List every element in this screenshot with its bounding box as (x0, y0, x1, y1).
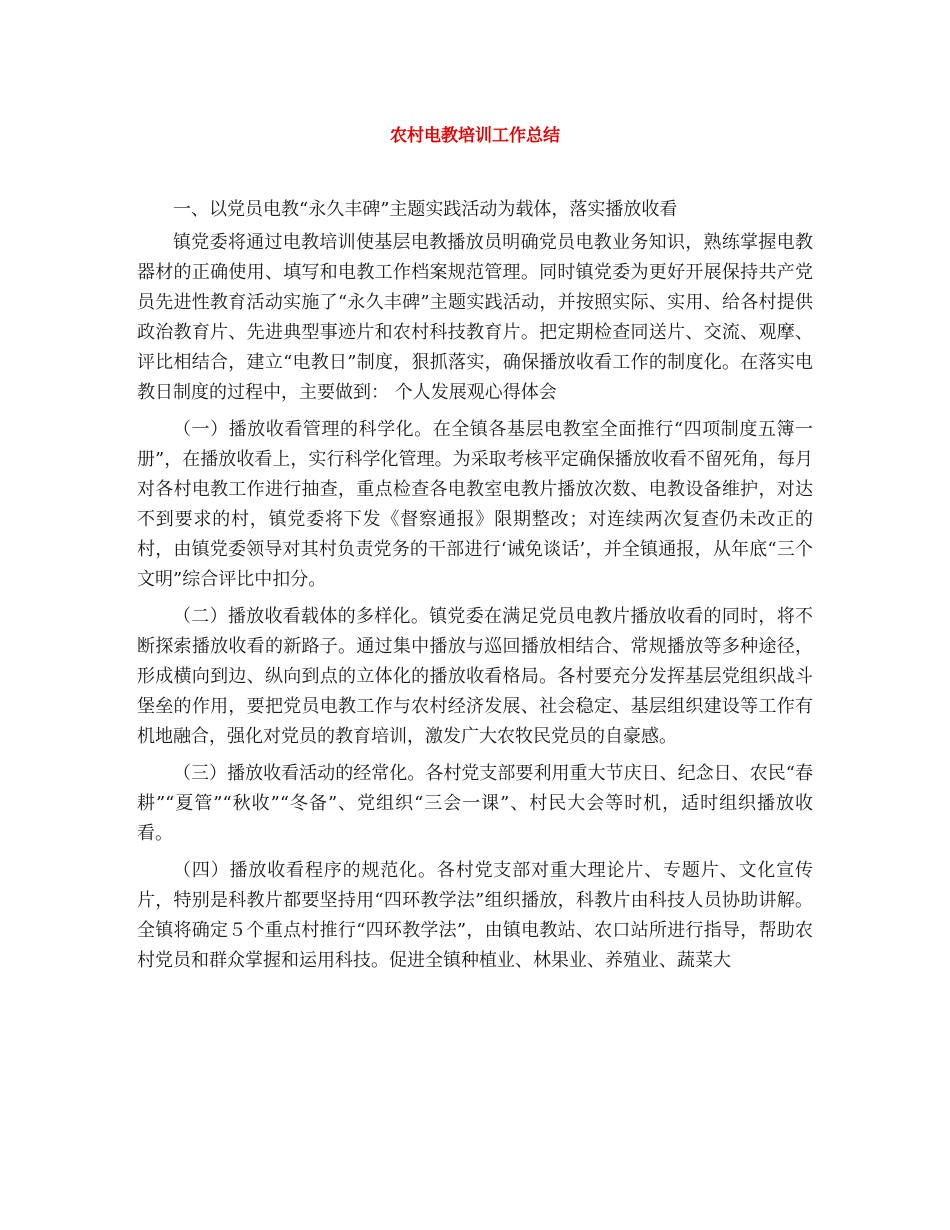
document-body (137, 195, 813, 983)
paragraph-item-3: （三）播放收看活动的经常化。各村党支部要利用重大节庆日、纪念日、农民“春耕”“夏管”“秋收”“冬备”、党组织“三会一课”、村民大会等时机，适时组织播放收看。 (137, 763, 813, 844)
paragraph-intro: 镇党委将通过电教培训使基层电教播放员明确党员电教业务知识，熟练掌握电教器材的正确使用、填写和电教工作档案规范管理。同时镇党委为更好开展保持共产党员先进性教育活动实施了“永久丰碑”主题实践活动，并按照实际、实用、给各村提供政治教育片、先进典型事迹片和农村科技教育片。把定期检查同送片、交流、观摩、评比相结合，建立“电教日”制度，狠抓落实，确保播放收看工作的制度化。在落实电教日制度的过程中，主要做到： 个人发展观心得体会 (137, 232, 813, 403)
paragraph-item-1: （一）播放收看管理的科学化。在全镇各基层电教室全面推行“四项制度五簿一册”，在播放收看上，实行科学化管理。为采取考核平定确保播放收看不留死角，每月对各村电教工作进行抽查，重点检查各电教室电教片播放次数、电教设备维护，对达不到要求的村，镇党委将下发《督察通报》限期整改；对连续两次复查仍未改正的村，由镇党委领导对其村负责党务的干部进行‘诫免谈话’，并全镇通报，从年底“三个文明”综合评比中扣分。 (137, 419, 813, 590)
section-heading: 一、以党员电教“永久丰碑”主题实践活动为载体，落实播放收看 (173, 199, 678, 220)
paragraph-item-4: （四）播放收看程序的规范化。各村党支部对重大理论片、专题片、文化宣传片，特别是科教片都要坚持用“四环教学法”组织播放，科教片由科技人员协助讲解。全镇将确定５个重点村推行“四环教学法”，由镇电教站、农口站所进行指导，帮助农村党员和群众掌握和运用科技。促进全镇种植业、林果业、养殖业、蔬菜大 (137, 860, 813, 971)
paragraph-item-2: （二）播放收看载体的多样化。镇党委在满足党员电教片播放收看的同时，将不断探索播放收看的新路子。通过集中播放与巡回播放相结合、常规播放等多种途径，形成横向到边、纵向到点的立体化的播放收看格局。各村要充分发挥基层党组织战斗堡垒的作用，要把党员电教工作与农村经济发展、社会稳定、基层组织建设等工作有机地融合，强化对党员的教育培训，激发广大农牧民党员的自豪感。 (137, 606, 813, 747)
document-title: 农村电教培训工作总结 (390, 126, 560, 146)
